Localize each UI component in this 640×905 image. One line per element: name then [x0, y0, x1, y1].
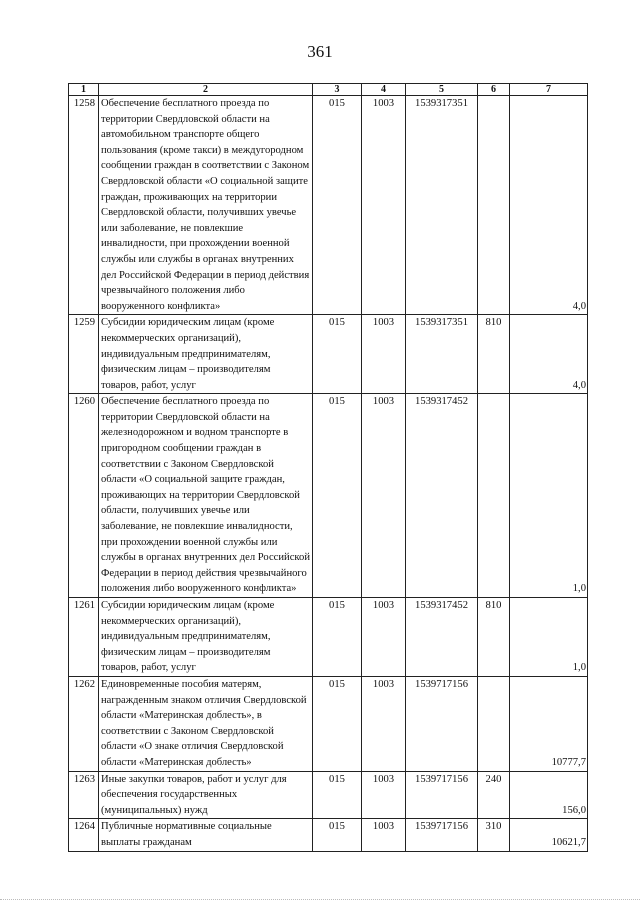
row-number: 1262: [69, 676, 99, 771]
header-col-7: 7: [510, 84, 588, 96]
row-section-code: 1003: [362, 315, 406, 394]
row-ministry-code: 015: [313, 771, 362, 819]
row-expense-type: [478, 676, 510, 771]
header-col-1: 1: [69, 84, 99, 96]
table-row: [69, 315, 588, 394]
row-amount: 156,0: [510, 771, 588, 819]
header-col-6: 6: [478, 84, 510, 96]
row-amount: 10777,7: [510, 676, 588, 771]
row-target-code: 1539317351: [406, 96, 478, 315]
budget-table: [68, 83, 588, 852]
row-target-code: 1539717156: [406, 676, 478, 771]
row-expense-type: 310: [478, 819, 510, 851]
row-section-code: 1003: [362, 598, 406, 677]
row-target-code: 1539717156: [406, 819, 478, 851]
row-expense-type: 810: [478, 598, 510, 677]
header-col-4: 4: [362, 84, 406, 96]
row-section-code: 1003: [362, 394, 406, 598]
scan-edge-divider: [0, 899, 640, 901]
row-name: Иные закупки товаров, работ и услуг для обеспечения государственных (муниципальных) нужд: [99, 771, 313, 819]
row-amount: 10621,7: [510, 819, 588, 851]
table-row: [69, 771, 588, 819]
table-row: [69, 819, 588, 851]
row-name: Обеспечение бесплатного проезда по территории Свердловской области на железнодорожном и водном транспорте в пригородном сообщении граждан в соответствии с Законом Свердловской области «О социальной защите граждан, проживающих на территории Свердловской области, получивших увечье или заболевание, не повлекшие инвалидности, при прохождении военной службы или службы в органах внутренних дел Российской Федерации в период действия чрезвычайного положения либо вооруженного конфликта»: [99, 394, 313, 598]
table-row: [69, 676, 588, 771]
table-row: [69, 96, 588, 315]
row-expense-type: 810: [478, 315, 510, 394]
header-row: [69, 84, 588, 96]
table-row: [69, 394, 588, 598]
row-section-code: 1003: [362, 676, 406, 771]
row-section-code: 1003: [362, 819, 406, 851]
row-number: 1263: [69, 771, 99, 819]
row-name: Обеспечение бесплатного проезда по территории Свердловской области на автомобильном транспорте общего пользования (кроме такси) в междугородном сообщении граждан в соответствии с Законом Свердловской области «О социальной защите граждан, проживающих на территории Свердловской области, получивших увечье или заболевание, не повлекшие инвалидности, при прохождении военной службы или службы в органах внутренних дел Российской Федерации в период действия чрезвычайного положения либо вооруженного конфликта»: [99, 96, 313, 315]
row-name: Субсидии юридическим лицам (кроме некоммерческих организаций), индивидуальным предпринимателям, физическим лицам – производителям товаров, работ, услуг: [99, 598, 313, 677]
row-target-code: 1539717156: [406, 771, 478, 819]
row-name: Единовременные пособия матерям, награжденным знаком отличия Свердловской области «Материнская доблесть», в соответствии с Законом Свердловской области «О знаке отличия Свердловской области «Материнская доблесть»: [99, 676, 313, 771]
row-name: Публичные нормативные социальные выплаты гражданам: [99, 819, 313, 851]
row-amount: 1,0: [510, 394, 588, 598]
header-col-2: 2: [99, 84, 313, 96]
row-number: 1264: [69, 819, 99, 851]
header-col-5: 5: [406, 84, 478, 96]
row-target-code: 1539317452: [406, 394, 478, 598]
row-expense-type: 240: [478, 771, 510, 819]
row-number: 1260: [69, 394, 99, 598]
row-expense-type: [478, 394, 510, 598]
row-ministry-code: 015: [313, 819, 362, 851]
row-amount: 1,0: [510, 598, 588, 677]
row-expense-type: [478, 96, 510, 315]
row-target-code: 1539317452: [406, 598, 478, 677]
row-ministry-code: 015: [313, 598, 362, 677]
row-number: 1258: [69, 96, 99, 315]
row-ministry-code: 015: [313, 315, 362, 394]
row-target-code: 1539317351: [406, 315, 478, 394]
row-number: 1259: [69, 315, 99, 394]
row-name: Субсидии юридическим лицам (кроме некоммерческих организаций), индивидуальным предпринимателям, физическим лицам – производителям товаров, работ, услуг: [99, 315, 313, 394]
row-ministry-code: 015: [313, 676, 362, 771]
row-ministry-code: 015: [313, 96, 362, 315]
row-number: 1261: [69, 598, 99, 677]
table-row: [69, 598, 588, 677]
row-ministry-code: 015: [313, 394, 362, 598]
row-section-code: 1003: [362, 96, 406, 315]
row-section-code: 1003: [362, 771, 406, 819]
page-number: 361: [307, 42, 333, 61]
row-amount: 4,0: [510, 96, 588, 315]
row-amount: 4,0: [510, 315, 588, 394]
header-col-3: 3: [313, 84, 362, 96]
